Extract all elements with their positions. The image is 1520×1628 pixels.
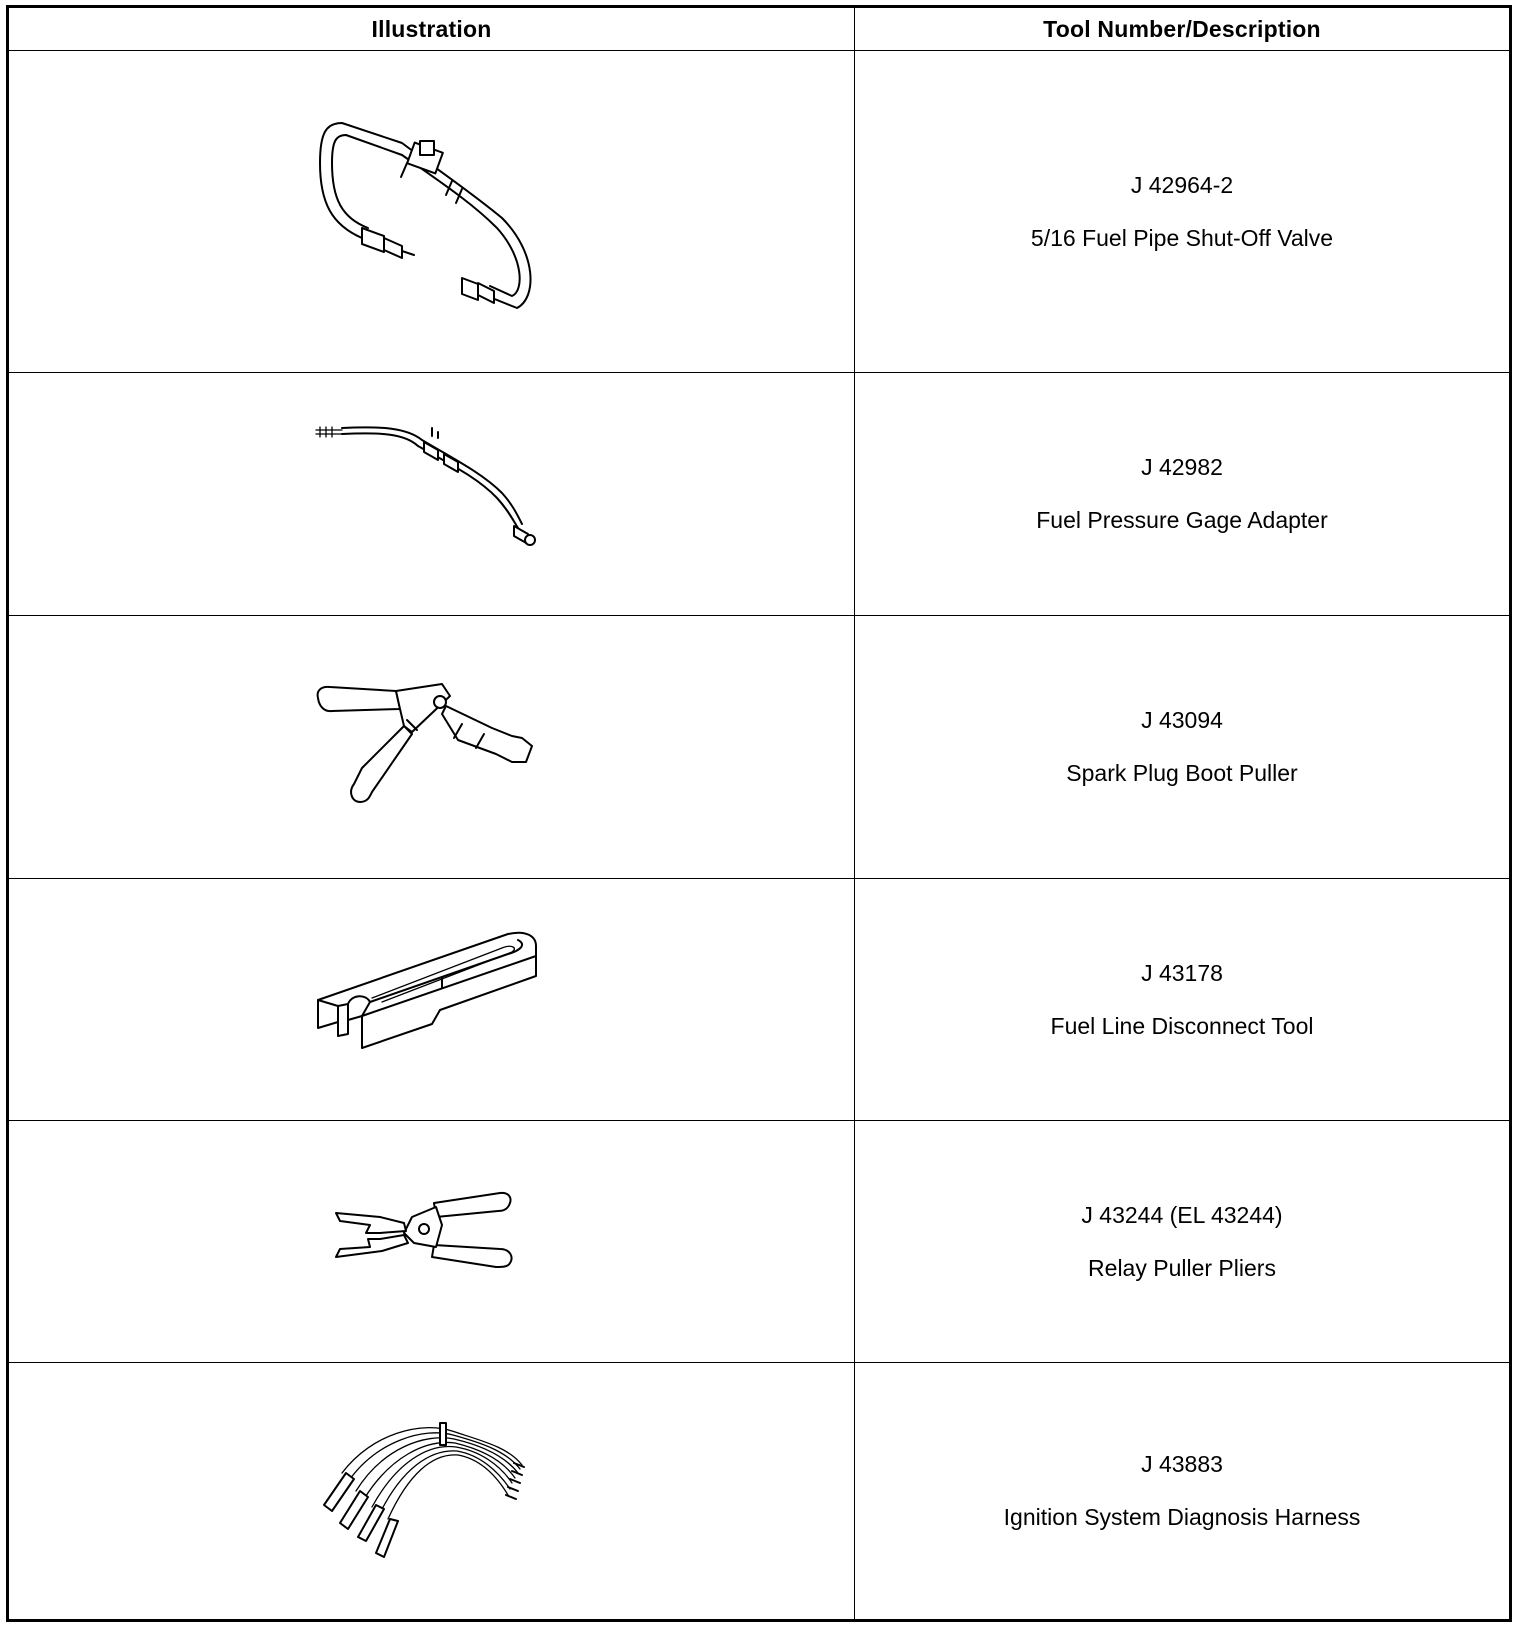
tool-number: J 43244 (EL 43244) xyxy=(1081,1201,1283,1228)
header-illustration: Illustration xyxy=(9,8,855,51)
tool-description: Spark Plug Boot Puller xyxy=(1066,760,1298,786)
spark-plug-boot-puller-icon xyxy=(312,678,552,808)
fuel-pipe-shutoff-valve-icon xyxy=(312,103,552,313)
illustration-cell xyxy=(9,373,855,616)
ignition-harness-icon xyxy=(312,1413,552,1563)
header-tool-description: Tool Number/Description xyxy=(855,8,1509,51)
fuel-pressure-gage-adapter-icon xyxy=(312,418,552,548)
fuel-line-disconnect-tool-icon xyxy=(312,930,552,1060)
illustration-cell xyxy=(9,1121,855,1363)
description-cell xyxy=(855,373,1509,616)
tool-number: J 43883 xyxy=(1141,1451,1223,1477)
illustration-cell xyxy=(9,1363,855,1619)
tool-number: J 43178 xyxy=(1141,959,1223,986)
tool-description: 5/16 Fuel Pipe Shut-Off Valve xyxy=(1030,224,1334,251)
tool-description: Ignition System Diagnosis Harness xyxy=(1003,1504,1361,1530)
tool-description: Fuel Line Disconnect Tool xyxy=(1050,1012,1314,1039)
relay-puller-pliers-icon xyxy=(332,1187,532,1277)
description-cell xyxy=(855,1121,1509,1363)
illustration-cell xyxy=(9,51,855,373)
tool-table xyxy=(6,5,1512,1622)
tool-number: J 42982 xyxy=(1141,454,1223,480)
illustration-cell xyxy=(9,616,855,879)
description-cell xyxy=(855,879,1509,1121)
description-cell xyxy=(855,616,1509,879)
tool-description: Fuel Pressure Gage Adapter xyxy=(1036,507,1328,533)
tool-number: J 42964-2 xyxy=(1130,171,1234,198)
description-cell xyxy=(855,51,1509,373)
tool-number: J 43094 xyxy=(1141,707,1223,733)
tool-description: Relay Puller Pliers xyxy=(1088,1254,1276,1281)
illustration-cell xyxy=(9,879,855,1121)
description-cell xyxy=(855,1363,1509,1619)
